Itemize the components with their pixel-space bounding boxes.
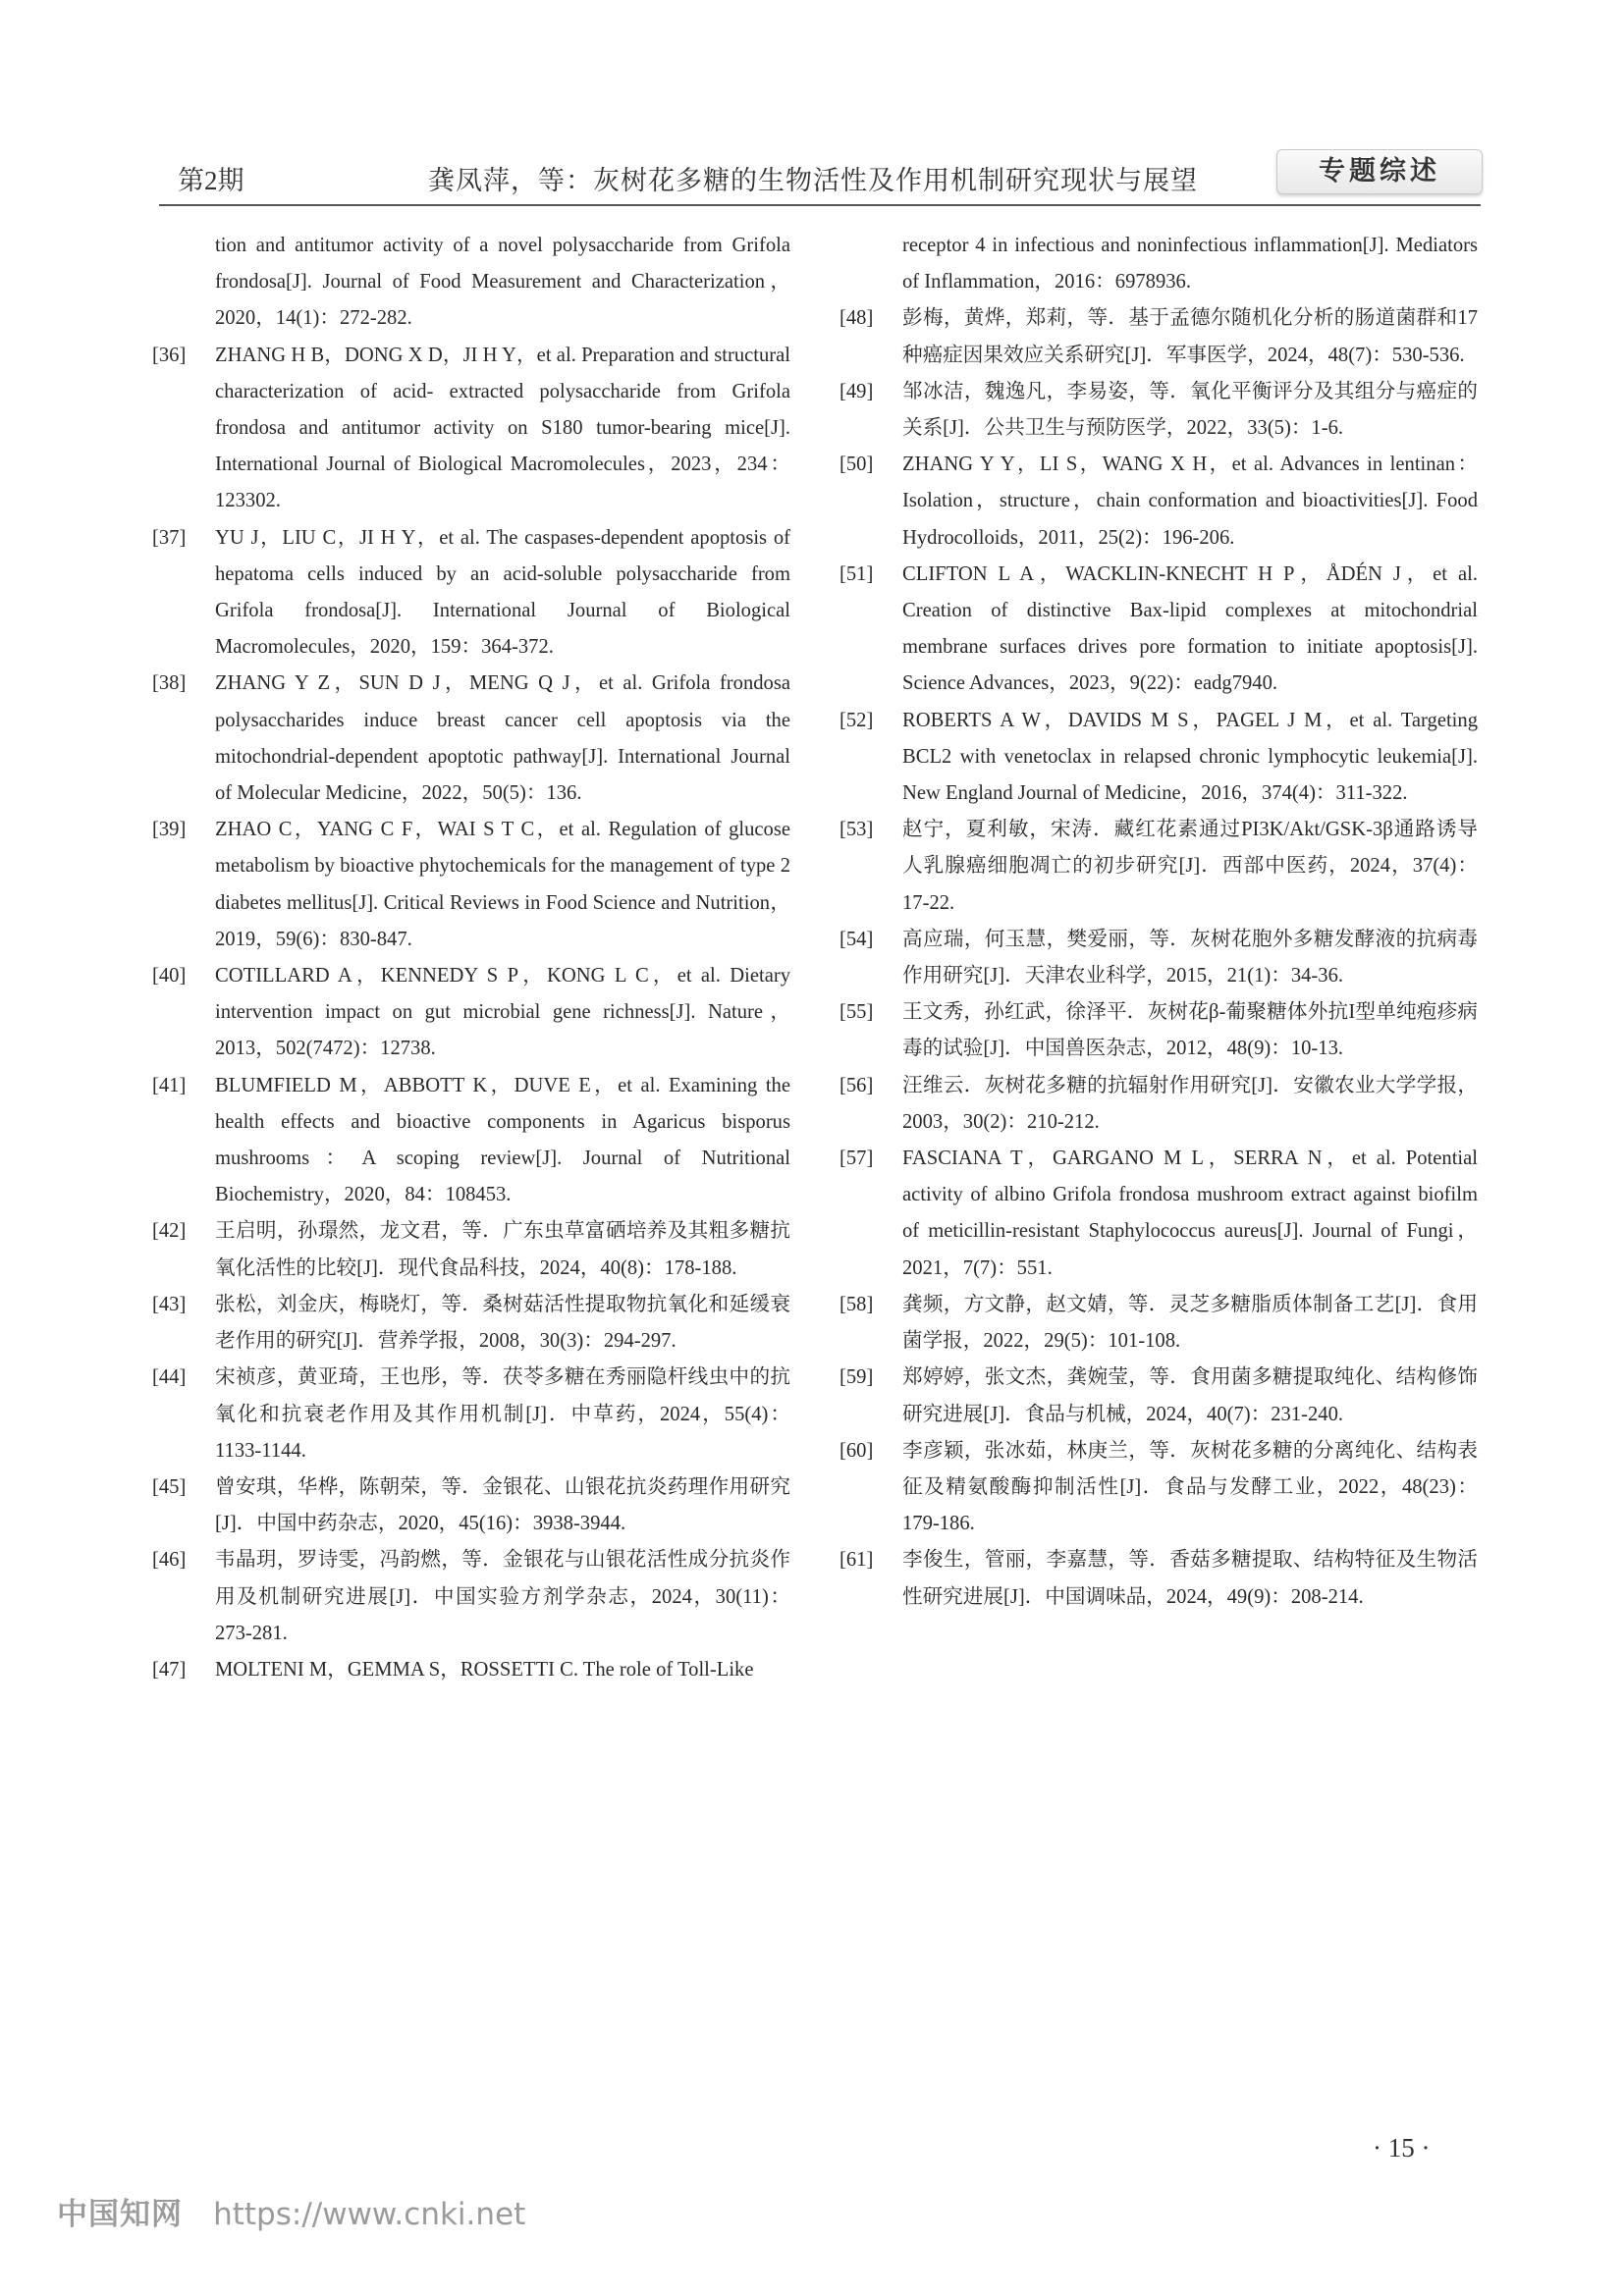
reference-number: [37] [152, 526, 187, 549]
reference-text: 李彦颖，张冰茹，林庚兰，等．灰树花多糖的分离纯化、结构表征及精氨酸酶抑制活性[J]．食品与发酵工业，2022，48(23)：179-186. [902, 1439, 1478, 1535]
reference-number: [36] [152, 344, 187, 366]
reference-text: receptor 4 in infectious and noninfectious inflammation[J]. Mediators of Inflammation，2016：6978936. [902, 235, 1478, 294]
reference-text: 汪维云．灰树花多糖的抗辐射作用研究[J]．安徽农业大学学报，2003，30(2)：210-212. [902, 1074, 1478, 1133]
header-rule [159, 204, 1481, 206]
reference-number: [44] [152, 1366, 187, 1389]
reference-number: [42] [152, 1220, 187, 1243]
reference-entry [152, 228, 790, 338]
reference-text: YU J，LIU C，JI H Y，et al. The caspases-dependent apoptosis of hepatoma cells induced by an acid-soluble polysaccharide from Grifola frondosa[J]. International Journal of Biological Macromolecules，2020，159：364-372. [215, 526, 790, 659]
reference-number: [46] [152, 1549, 187, 1572]
reference-number: [56] [839, 1074, 874, 1096]
reference-text: COTILLARD A，KENNEDY S P，KONG L C，et al. Dietary intervention impact on gut microbial gene richness[J]. Nature，2013，502(7472)：12738. [215, 965, 790, 1060]
reference-text: tion and antitumor activity of a novel polysaccharide from Grifola frondosa[J]. Journal of Food Measurement and Characterization，2020，14(1)：272-282. [215, 235, 790, 330]
reference-text: 宋祯彦，黄亚琦，王也彤，等．茯苓多糖在秀丽隐杆线虫中的抗氧化和抗衰老作用及其作用机制[J]．中草药，2024，55(4)：1133-1144. [215, 1366, 790, 1462]
reference-number: [52] [839, 709, 874, 731]
reference-entry [839, 228, 1478, 300]
reference-number: [41] [152, 1074, 187, 1096]
reference-number: [57] [839, 1148, 874, 1170]
reference-number: [50] [839, 454, 874, 476]
reference-number: [51] [839, 562, 874, 585]
reference-text: 邹冰洁，魏逸凡，李易姿，等．氧化平衡评分及其组分与癌症的关系[J]．公共卫生与预防医学，2022，33(5)：1-6. [902, 380, 1478, 440]
reference-number: [58] [839, 1293, 874, 1315]
references-right-column [839, 228, 1478, 1616]
reference-entry [152, 1469, 790, 1542]
reference-text: 郑婷婷，张文杰，龚婉莹，等．食用菌多糖提取纯化、结构修饰研究进展[J]．食品与机械，2024，40(7)：231-240. [902, 1366, 1478, 1425]
reference-entry [152, 958, 790, 1068]
reference-number: [54] [839, 928, 874, 950]
reference-entry [839, 1433, 1478, 1543]
page-number: · 15 · [1373, 2133, 1431, 2163]
reference-number: [40] [152, 965, 187, 988]
reference-entry [839, 557, 1478, 703]
reference-text: BLUMFIELD M，ABBOTT K，DUVE E，et al. Examining the health effects and bioactive components in Agaricus bisporus mushrooms：A scoping review[J]. Journal of Nutritional Biochemistry，2020，84：108453. [215, 1074, 790, 1206]
reference-text: MOLTENI M，GEMMA S，ROSSETTI C. The role of Toll-Like [215, 1658, 754, 1681]
reference-text: FASCIANA T，GARGANO M L，SERRA N，et al. Potential activity of albino Grifola frondosa mushroom extract against biofilm of meticillin-resistant Staphylococcus aureus[J]. Journal of Fungi，2021，7(7)：551. [902, 1148, 1478, 1279]
reference-text: ZHANG H B，DONG X D，JI H Y，et al. Preparation and structural characterization of acid- extracted polysaccharide from Grifola frondosa and antitumor activity on S180 tumor-bearing mice[J]. International Journal of Biological Macromolecules，2023，234：123302. [215, 344, 790, 512]
cnki-logo: 中国知网 [57, 2197, 183, 2232]
reference-entry [839, 1141, 1478, 1287]
cnki-watermark [57, 2189, 525, 2238]
references-left-column [152, 228, 790, 1688]
reference-entry [152, 1360, 790, 1469]
reference-entry [839, 300, 1478, 373]
reference-entry [152, 1287, 790, 1360]
cnki-url[interactable]: https://www.cnki.net [213, 2197, 526, 2232]
reference-text: 王文秀，孙红武，徐泽平．灰树花β-葡聚糖体外抗I型单纯疱疹病毒的试验[J]．中国兽医杂志，2012，48(9)：10-13. [902, 1001, 1478, 1060]
reference-entry [839, 1068, 1478, 1141]
reference-entry [152, 666, 790, 812]
reference-number: [39] [152, 819, 187, 841]
reference-entry [839, 1542, 1478, 1615]
reference-entry [839, 1360, 1478, 1432]
reference-text: 彭梅，黄烨，郑莉，等．基于孟德尔随机化分析的肠道菌群和17种癌症因果效应关系研究[J]．军事医学，2024，48(7)：530-536. [902, 307, 1478, 366]
reference-text: 曾安琪，华桦，陈朝荣，等．金银花、山银花抗炎药理作用研究[J]．中国中药杂志，2020，45(16)：3938-3944. [215, 1475, 790, 1535]
reference-number: [45] [152, 1475, 187, 1498]
reference-entry [152, 1213, 790, 1286]
reference-text: CLIFTON L A，WACKLIN-KNECHT H P，ÅDÉN J，et al. Creation of distinctive Bax-lipid complexes at mitochondrial membrane surfaces drives pore formation to initiate apoptosis[J]. Science Advances，2023，9(22)：eadg7940. [902, 562, 1478, 695]
reference-text: 龚频，方文静，赵文婧，等．灵芝多糖脂质体制备工艺[J]．食用菌学报，2022，29(5)：101-108. [902, 1293, 1478, 1353]
reference-text: ZHANG Y Y，LI S，WANG X H，et al. Advances in lentinan：Isolation，structure，chain conformation and bioactivities[J]. Food Hydrocolloids，2011，25(2)：196-206. [902, 454, 1478, 549]
issue-number: 第2期 [178, 166, 244, 195]
reference-number: [61] [839, 1549, 874, 1572]
reference-text: 李俊生，管丽，李嘉慧，等．香菇多糖提取、结构特征及生物活性研究进展[J]．中国调味品，2024，49(9)：208-214. [902, 1549, 1478, 1608]
reference-number: [43] [152, 1293, 187, 1315]
reference-text: ZHAO C，YANG C F，WAI S T C，et al. Regulation of glucose metabolism by bioactive phytochemicals for the management of type 2 diabetes mellitus[J]. Critical Reviews in Food Science and Nutrition，2019，59(6)：830-847. [215, 819, 790, 950]
reference-text: 韦晶玥，罗诗雯，冯韵燃，等．金银花与山银花活性成分抗炎作用及机制研究进展[J]．中国实验方剂学杂志，2024，30(11)：273-281. [215, 1549, 790, 1644]
section-badge: 专题综述 [1276, 149, 1483, 194]
reference-text: ROBERTS A W，DAVIDS M S，PAGEL J M，et al. Targeting BCL2 with venetoclax in relapsed chronic lymphocytic leukemia[J]. New England Journal of Medicine，2016，374(4)：311-322. [902, 709, 1478, 805]
reference-number: [59] [839, 1366, 874, 1389]
running-header [0, 149, 1624, 208]
reference-number: [60] [839, 1439, 874, 1462]
reference-entry [152, 520, 790, 667]
reference-entry [152, 338, 790, 520]
reference-number: [53] [839, 819, 874, 841]
reference-entry [839, 447, 1478, 557]
reference-entry [152, 1542, 790, 1652]
reference-entry [839, 994, 1478, 1067]
running-title: 龚凤萍，等：灰树花多糖的生物活性及作用机制研究现状与展望 [428, 166, 1198, 195]
reference-entry [152, 1068, 790, 1214]
reference-entry [152, 1652, 790, 1688]
reference-number: [48] [839, 307, 874, 330]
reference-number: [49] [839, 380, 874, 402]
reference-text: 张松，刘金庆，梅晓灯，等．桑树菇活性提取物抗氧化和延缓衰老作用的研究[J]．营养学报，2008，30(3)：294-297. [215, 1293, 790, 1353]
reference-number: [38] [152, 672, 187, 695]
reference-number: [47] [152, 1658, 187, 1681]
reference-entry [152, 812, 790, 958]
reference-entry [839, 703, 1478, 813]
reference-entry [839, 1287, 1478, 1360]
reference-text: 高应瑞，何玉慧，樊爱丽，等．灰树花胞外多糖发酵液的抗病毒作用研究[J]．天津农业科学，2015，21(1)：34-36. [902, 928, 1478, 988]
reference-entry [839, 922, 1478, 994]
reference-number: [55] [839, 1001, 874, 1024]
reference-entry [839, 812, 1478, 922]
reference-text: 赵宁，夏利敏，宋涛．藏红花素通过PI3K/Akt/GSK-3β通路诱导人乳腺癌细胞凋亡的初步研究[J]．西部中医药，2024，37(4)：17-22. [902, 819, 1478, 914]
reference-text: ZHANG Y Z，SUN D J，MENG Q J，et al. Grifola frondosa polysaccharides induce breast cancer cell apoptosis via the mitochondrial-dependent apoptotic pathway[J]. International Journal of Molecular Medicine，2022，50(5)：136. [215, 672, 790, 805]
reference-entry [839, 374, 1478, 447]
reference-text: 王启明，孙璟然，龙文君，等．广东虫草富硒培养及其粗多糖抗氧化活性的比较[J]．现代食品科技，2024，40(8)：178-188. [215, 1220, 790, 1279]
